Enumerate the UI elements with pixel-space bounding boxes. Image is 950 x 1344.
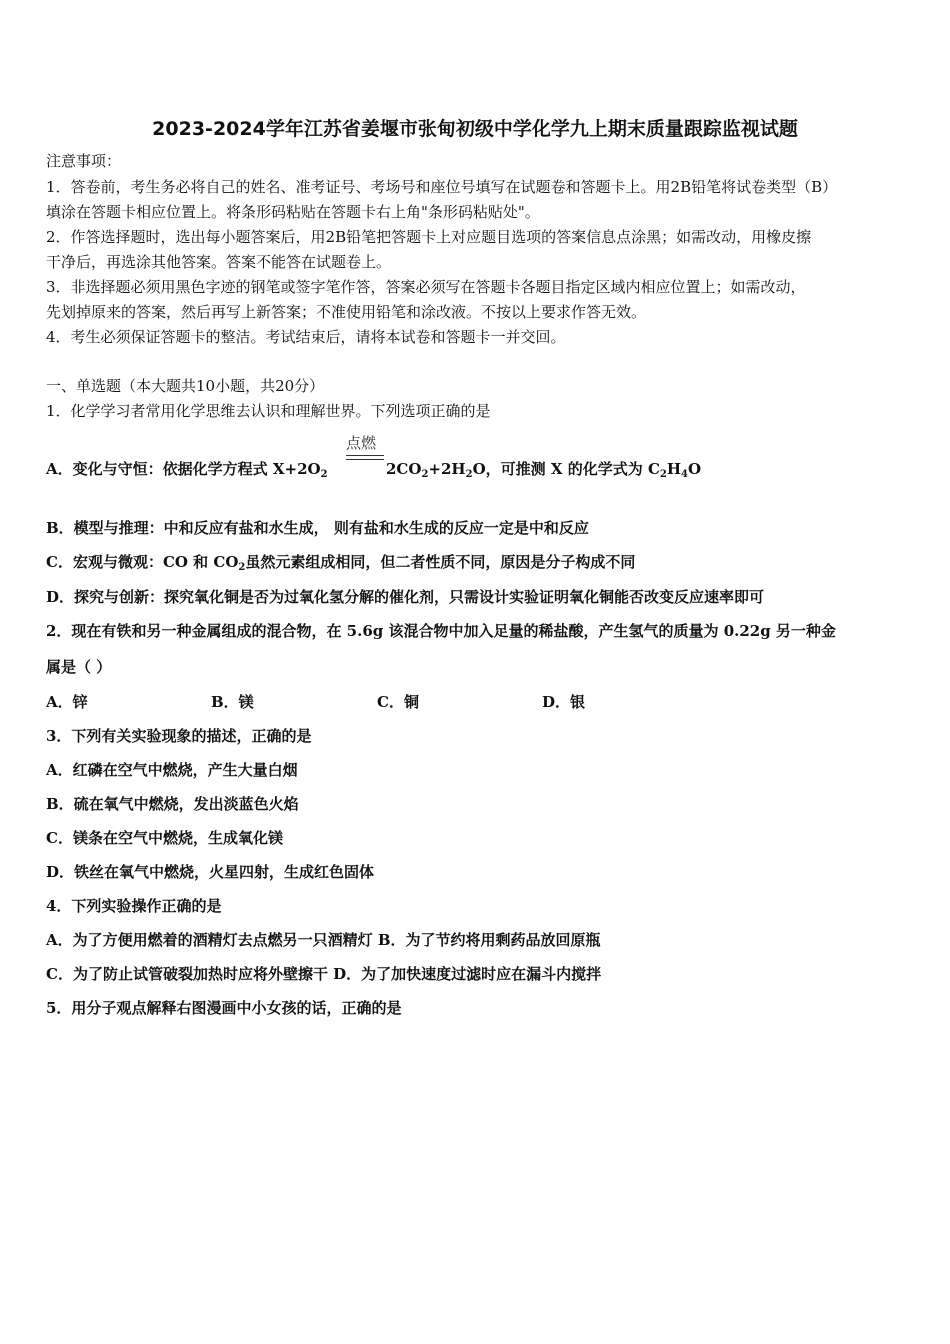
notice-line: 4．考生必须保证答题卡的整洁。考试结束后，请将本试卷和答题卡一并交回。 xyxy=(46,328,566,346)
option-a-reactants: A．变化与守恒：依据化学方程式 X+2O xyxy=(46,460,321,478)
formula-part: O xyxy=(688,460,702,478)
equation-bar xyxy=(346,459,384,460)
question-2-stem-cont: 属是（ ） xyxy=(46,658,112,676)
reaction-condition: 点燃 xyxy=(346,434,377,452)
notice-line: 填涂在答题卡相应位置上。将条形码粘贴在答题卡右上角"条形码粘贴处"。 xyxy=(46,203,540,221)
notice-heading: 注意事项： xyxy=(46,152,122,170)
option-c-part: C．宏观与微观：CO 和 CO xyxy=(46,553,239,571)
notice-line: 2．作答选择题时，选出每小题答案后，用2B铅笔把答题卡上对应题目选项的答案信息点涂黑；如需改动，用橡皮擦 xyxy=(46,228,812,246)
page-title: 2023-2024学年江苏省姜堰市张甸初级中学化学九上期末质量跟踪监视试题 xyxy=(152,118,798,140)
question-3-option-b[interactable]: B．硫在氧气中燃烧，发出淡蓝色火焰 xyxy=(46,795,299,813)
question-1-option-b[interactable]: B．模型与推理：中和反应有盐和水生成， 则有盐和水生成的反应一定是中和反应 xyxy=(46,519,589,537)
question-4-stem: 4．下列实验操作正确的是 xyxy=(46,897,222,915)
question-3-stem: 3．下列有关实验现象的描述，正确的是 xyxy=(46,727,312,745)
question-2-option-b[interactable]: B．镁 xyxy=(211,693,254,711)
question-3-option-a[interactable]: A．红磷在空气中燃烧，产生大量白烟 xyxy=(46,761,298,779)
subscript: 2 xyxy=(238,562,246,573)
question-1-option-c[interactable] xyxy=(46,552,635,572)
question-1-option-d[interactable]: D．探究与创新：探究氧化铜是否为过氧化氢分解的催化剂，只需设计实验证明氧化铜能否改变反应速率即可 xyxy=(46,588,765,606)
formula-part: H xyxy=(666,460,682,478)
question-4-options-row1[interactable]: A．为了方便用燃着的酒精灯去点燃另一只酒精灯 B．为了节约将用剩药品放回原瓶 xyxy=(46,931,601,949)
question-2-option-a[interactable]: A．锌 xyxy=(46,693,88,711)
question-5-stem: 5．用分子观点解释右图漫画中小女孩的话，正确的是 xyxy=(46,999,402,1017)
notice-line: 先划掉原来的答案，然后再写上新答案；不准使用铅笔和涂改液。不按以上要求作答无效。 xyxy=(46,303,647,321)
notice-line: 3．非选择题必须用黑色字迹的钢笔或签字笔作答，答案必须写在答题卡各题目指定区域内相应位置上；如需改动， xyxy=(46,278,806,296)
question-1-option-a[interactable] xyxy=(46,459,702,480)
question-3-option-c[interactable]: C．镁条在空气中燃烧，生成氧化镁 xyxy=(46,829,283,847)
section-heading: 一、单选题（本大题共10小题，共20分） xyxy=(46,377,325,395)
subscript: 4 xyxy=(681,469,689,480)
notice-line: 干净后，再选涂其他答案。答案不能答在试题卷上。 xyxy=(46,253,392,271)
subscript: 2 xyxy=(659,469,667,480)
subscript: 2 xyxy=(421,469,429,480)
question-1-stem: 1．化学学习者常用化学思维去认识和理解世界。下列选项正确的是 xyxy=(46,402,491,420)
question-2-stem: 2．现在有铁和另一种金属组成的混合物，在 5.6g 该混合物中加入足量的稀盐酸，产生氢气的质量为 0.22g 另一种金 xyxy=(46,622,836,640)
formula-part: O，可推测 X 的化学式为 C xyxy=(472,460,660,478)
question-2-option-d[interactable]: D．银 xyxy=(542,693,586,711)
question-2-option-c[interactable]: C．铜 xyxy=(377,693,419,711)
formula-part: +2H xyxy=(428,460,466,478)
subscript: 2 xyxy=(465,469,473,480)
formula-part: 2CO xyxy=(386,460,422,478)
question-3-option-d[interactable]: D．铁丝在氧气中燃烧，火星四射，生成红色固体 xyxy=(46,863,375,881)
option-c-part: 虽然元素组成相同，但二者性质不同，原因是分子构成不同 xyxy=(245,553,636,571)
subscript: 2 xyxy=(320,469,328,480)
notice-line: 1．答卷前，考生务必将自己的姓名、准考证号、考场号和座位号填写在试题卷和答题卡上。用2B铅笔将试卷类型（B） xyxy=(46,178,838,196)
equation-bar xyxy=(346,455,384,456)
option-a-products xyxy=(386,459,701,479)
question-4-options-row2[interactable]: C．为了防止试管破裂加热时应将外壁擦干 D．为了加快速度过滤时应在漏斗内搅拌 xyxy=(46,965,602,983)
